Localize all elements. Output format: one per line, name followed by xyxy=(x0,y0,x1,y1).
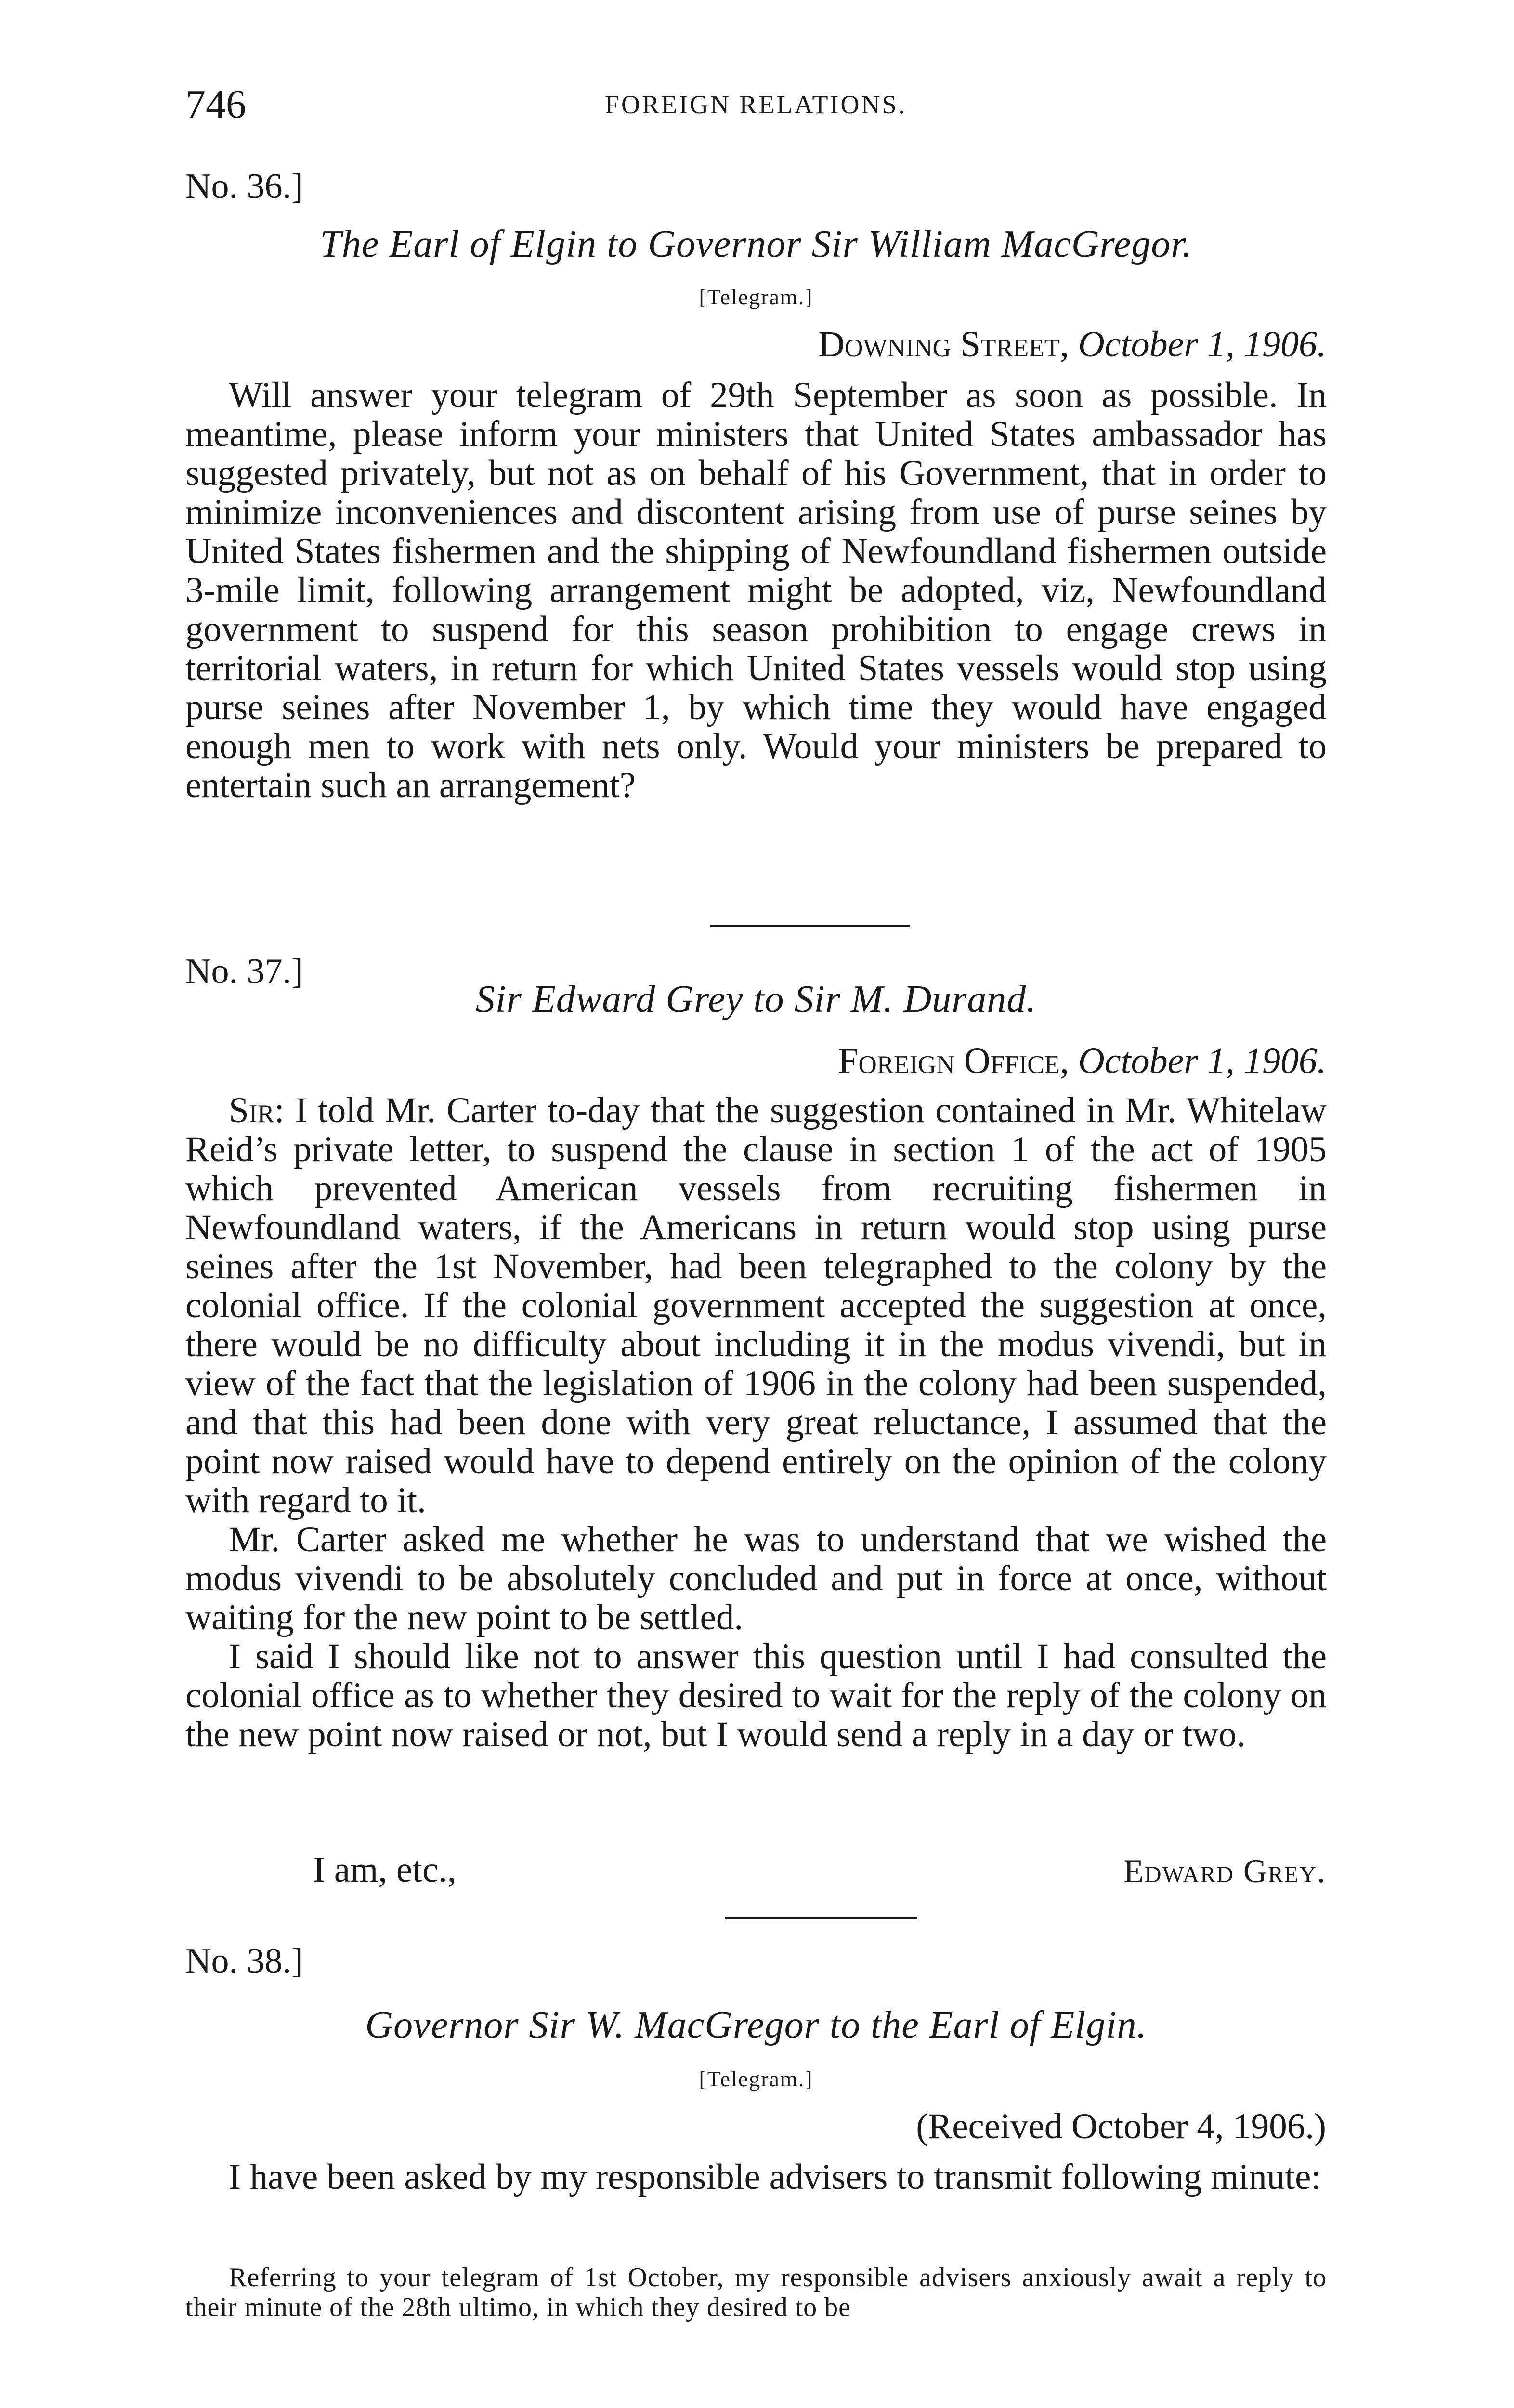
doc38-heading: Governor Sir W. MacGregor to the Earl of Elgin. xyxy=(365,2004,1147,2046)
doc38-telegram-label: [Telegram.] xyxy=(699,2067,813,2091)
signature: Edward Grey. xyxy=(1123,1853,1326,1889)
section-divider xyxy=(725,1917,917,1919)
doc37-paragraph-text: I told Mr. Carter to-day that the suggestion contained in Mr. Whitelaw Reid’s private letter, to suspend the clause in section 1 of the act of 1905 which prevented American vessels from recruiting fishermen in Newfoundland waters, if the Americans in return would stop using purse seines after the 1st November, had been telegraphed to the colony by the colonial office. If the colonial government accepted the suggestion at once, there would be no difficulty about including it in the modus vivendi, but in view of the fact that the legislation of 1906 in the colony had been suspended, and that this had been done with very great reluctance, I assumed that the point now raised would have to depend entirely on the opinion of the colony with regard to it. xyxy=(185,1090,1327,1520)
closing: I am, etc., xyxy=(313,1850,457,1890)
doc36-dateline xyxy=(818,324,1326,366)
doc36-dateline-date: October 1, 1906. xyxy=(1078,324,1326,365)
doc38-paragraph: I have been asked by my responsible advisers to transmit following minute: xyxy=(229,2157,1321,2197)
doc38-received: (Received October 4, 1906.) xyxy=(916,2107,1326,2146)
page-number: 746 xyxy=(185,82,246,127)
doc37-dateline xyxy=(838,1040,1326,1082)
doc38-body xyxy=(185,2158,1327,2197)
doc36-dateline-place: Downing Street, xyxy=(818,324,1069,365)
running-title: FOREIGN RELATIONS. xyxy=(604,90,907,119)
doc37-body xyxy=(185,1091,1327,1754)
doc37-paragraph: Mr. Carter asked me whether he was to understand that we wished the modus vivendi to be absolutely concluded and put in force at once, without waiting for the new point to be settled. xyxy=(185,1519,1327,1637)
running-head xyxy=(185,81,1326,129)
doc37-number: No. 37.] xyxy=(185,952,303,991)
doc37-heading: Sir Edward Grey to Sir M. Durand. xyxy=(475,978,1037,1021)
salutation: Sir: xyxy=(229,1090,285,1130)
doc38-number: No. 38.] xyxy=(185,1941,303,1981)
doc36-paragraph: Will answer your telegram of 29th September as soon as possible. In meantime, please inform your ministers that United States ambassador has suggested privately, but not as on behalf of his Government, that in order to minimize inconveniences and discontent arising from use of purse seines by United States fishermen and the shipping of Newfoundland fishermen outside 3-mile limit, following arrangement might be adopted, viz, Newfoundland government to suspend for this season prohibition to engage crews in territorial waters, in return for which United States vessels would stop using purse seines after November 1, by which time they would have engaged enough men to work with nets only. Would your ministers be prepared to entertain such an arrangement? xyxy=(185,375,1327,805)
doc37-paragraph: I said I should like not to answer this question until I had consulted the colonial office as to whether they desired to wait for the reply of the colony on the new point now raised or not, but I would send a reply in a day or two. xyxy=(185,1636,1327,1754)
section-divider xyxy=(710,925,910,927)
doc37-paragraph xyxy=(185,1091,1327,1520)
doc36-body xyxy=(185,376,1327,805)
doc38-quote-paragraph: Referring to your telegram of 1st October, my responsible advisers anxiously await a reply to their minute of the 28th ultimo, in which they desired to be xyxy=(185,2263,1327,2322)
doc37-dateline-place: Foreign Office, xyxy=(838,1041,1069,1081)
doc36-heading: The Earl of Elgin to Governor Sir William MacGregor. xyxy=(320,223,1192,265)
doc37-dateline-date: October 1, 1906. xyxy=(1078,1041,1326,1081)
doc36-number: No. 36.] xyxy=(185,167,303,206)
doc38-quote xyxy=(185,2263,1327,2322)
doc36-telegram-label: [Telegram.] xyxy=(699,285,813,309)
